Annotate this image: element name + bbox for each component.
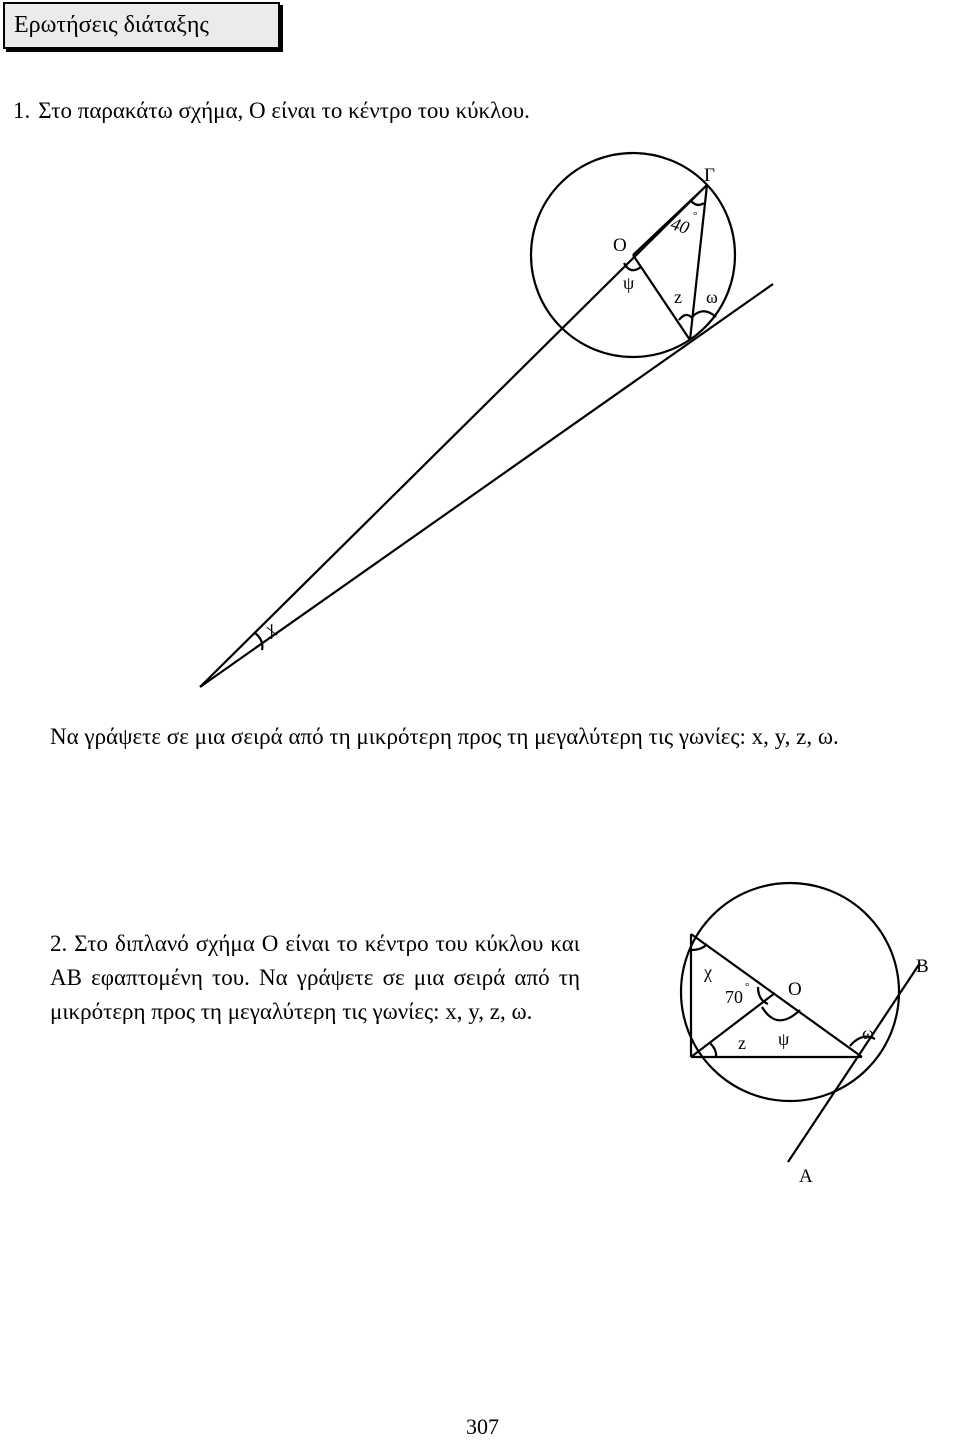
figure-2-labels	[703, 956, 929, 1187]
figure-1-arc-40	[690, 200, 704, 205]
figure-2-label-center: Ο	[788, 979, 802, 1000]
figure-1-label-psi: ψ	[623, 273, 635, 293]
figure-2-tangent-ab	[788, 963, 920, 1162]
figure-1-label-z: z	[674, 287, 682, 307]
figure-2-label-chi: χ	[704, 962, 712, 982]
figure-1-label-40: 40	[668, 213, 692, 238]
figure-1-label-center: Ο	[613, 235, 627, 256]
figure-2-arc-chi	[691, 944, 707, 950]
figure-2-label-b: Β	[916, 956, 929, 977]
figure-1-chord-gd	[690, 185, 707, 340]
figure-2-label-omega: ω	[862, 1023, 874, 1043]
figure-2-label-psi: ψ	[778, 1029, 790, 1049]
figure-1-label-omega: ω	[706, 287, 718, 307]
section-title: Ερωτήσεις διάταξης	[3, 2, 280, 49]
figure-1-arc-omega	[693, 311, 716, 317]
figure-2-degree-70: °	[745, 981, 750, 993]
figure-1-label-chi: χ	[260, 617, 279, 639]
figure-2-label-70: 70	[725, 987, 743, 1007]
figure-2-arc-z	[710, 1043, 716, 1057]
figure-2-label-a: Α	[799, 1166, 813, 1187]
question-1-statement: Στο παρακάτω σχήμα, Ο είναι το κέντρο του κύκλου.	[38, 98, 530, 123]
figure-1-degree-40: °	[693, 210, 698, 222]
figure-1-label-gamma: Γ	[704, 165, 715, 186]
question-1-number: 1.	[13, 98, 31, 123]
figure-1-tangent-line	[200, 284, 773, 687]
figure-1-secant-line	[200, 185, 707, 687]
question-2-text: 2. Στο διπλανό σχήμα Ο είναι το κέντρο του κύκλου και ΑΒ εφαπτομένη του. Να γράψετε σε μια σειρά από τη μικρότερη προς τη μεγαλύτερη τις γωνίες: x, y, z, ω.	[50, 931, 580, 1024]
page-number: 307	[466, 1414, 499, 1439]
figure-1-arc-z	[679, 315, 692, 320]
question-1-prompt: Να γράψετε σε μια σειρά από τη μικρότερη προς τη μεγαλύτερη τις γωνίες: x, y, z, ω.	[50, 724, 839, 749]
figure-2-label-z: z	[738, 1033, 746, 1053]
figure-2	[681, 883, 920, 1162]
